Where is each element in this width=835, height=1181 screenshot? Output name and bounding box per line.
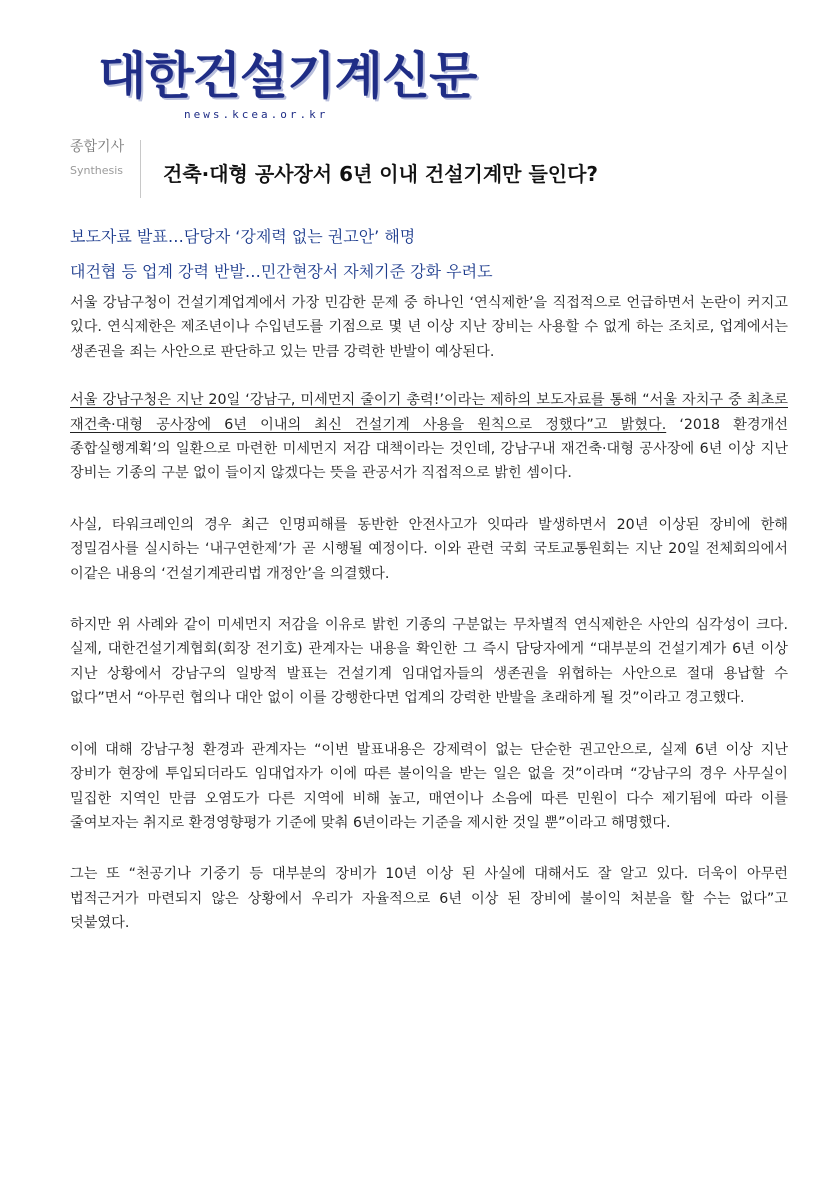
newspaper-url: news.kcea.or.kr [184,108,329,121]
article-headline: 건축·대형 공사장서 6년 이내 건설기계만 들인다? [163,162,599,186]
paragraph-3: 사실, 타워크레인의 경우 최근 인명피해를 동반한 안전사고가 잇따라 발생하면서 20년 이상된 장비에 한해 정밀검사를 실시하는 ‘내구연한제’가 곧 시행될 예정이다. 이와 관련 국회 국토교통원회는 지난 20일 전체회의에서 이같은 내용의 ‘건설기계관리법 개정안’을 의결했다. [70,516,788,582]
section-label-english: Synthesis [70,164,124,177]
article-subhead-1: 보도자료 발표…담당자 ‘강제력 없는 권고안’ 해명 [70,227,416,246]
section-label-korean: 종합기사 [70,139,125,155]
section-label [70,136,160,186]
newspaper-logo: 대한건설기계신문 [98,47,477,105]
article-body [70,291,788,936]
paragraph-1: 서울 강남구청이 건설기계업계에서 가장 민감한 문제 중 하나인 ‘연식제한’을 직접적으로 언급하면서 논란이 커지고 있다. 연식제한은 제조년이나 수입년도를 기점으로 몇 년 이상 지난 장비는 사용할 수 없게 하는 조치로, 업계에서는 생존권을 죄는 사안으로 판단하고 있는 만큼 강력한 반발이 예상된다. [70,295,788,360]
paragraph-4: 하지만 위 사례와 같이 미세먼지 저감을 이유로 밝힌 기종의 구분없는 무차별적 연식제한은 사안의 심각성이 크다. 실제, 대한건설기계협회(회장 전기호) 관계자는 내용을 확인한 그 즉시 담당자에게 “대부분의 건설기계가 6년 이상 지난 상황에서 강남구의 일방적 발표는 건설기계 임대업자들의 생존권을 위협하는 사안으로 절대 용납할 수 없다”면서 “아무런 협의나 대안 없이 이를 강행한다면 업계의 강력한 반발을 초래하게 될 것”이라고 경고했다. [70,617,788,707]
masthead [98,44,477,126]
paragraph-6: 그는 또 “천공기나 기중기 등 대부분의 장비가 10년 이상 된 사실에 대해서도 잘 알고 있다. 더욱이 아무런 법적근거가 마련되지 않은 상황에서 우리가 자율적으로 6년 이상 된 장비에 불이익 처분을 할 수는 없다”고 덧붙였다. [70,866,788,932]
section-divider [140,140,141,198]
underlined-quote: 서울 강남구청은 지난 20일 ‘강남구, 미세먼지 줄이기 총력!’이라는 제하의 보도자료를 통해 “서울 자치구 중 최초로 재건축·대형 공사장에 6년 이내의 최신 건설기계 사용을 원칙으로 정했다”고 밝혔다. [70,392,788,433]
paragraph-2 [70,388,788,486]
paragraph-5: 이에 대해 강남구청 환경과 관계자는 “이번 발표내용은 강제력이 없는 단순한 권고안으로, 실제 6년 이상 지난 장비가 현장에 투입되더라도 임대업자가 이에 따른 불이익을 받는 일은 없을 것”이라며 “강남구의 경우 사무실이 밀집한 지역인 만큼 오염도가 다른 지역에 비해 높고, 매연이나 소음에 따른 민원이 다수 제기됨에 따라 이를 줄여보자는 취지로 환경영향평가 기준에 맞춰 6년이라는 기준을 제시한 것일 뿐”이라고 해명했다. [70,741,788,831]
article-subhead-2: 대건협 등 업계 강력 반발…민간현장서 자체기준 강화 우려도 [70,262,493,281]
paragraph-2-rest: ‘2018 환경개선 종합실행계획’의 일환으로 마련한 미세먼지 저감 대책이라는 것인데, 강남구내 재건축·대형 공사장에 6년 이상 지난 장비는 기종의 구분 없이 들이지 않겠다는 뜻을 관공서가 직접적으로 밝힌 셈이다. [70,416,788,482]
